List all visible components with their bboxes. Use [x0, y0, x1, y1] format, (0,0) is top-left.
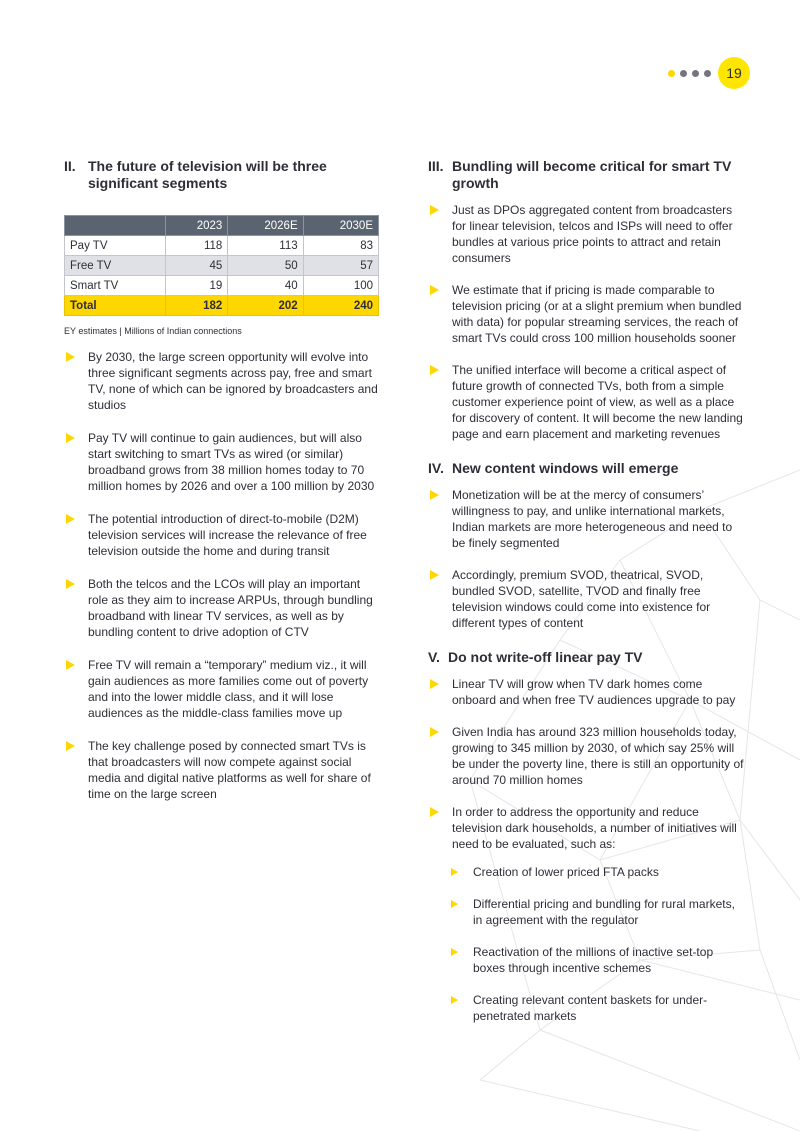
page-number: 19 [718, 57, 750, 89]
table-header-cell: 2030E [303, 216, 378, 236]
arrow-bullet-icon [66, 660, 75, 670]
table-header-row [65, 216, 379, 236]
list-item: Just as DPOs aggregated content from broadcasters for linear television, telcos and ISPs will need to offer bundles at various price points to attract and retain consumers [428, 202, 744, 266]
table-cell: Smart TV [65, 276, 166, 296]
progress-dot [680, 70, 687, 77]
section-heading-4 [428, 460, 744, 477]
list-item: The unified interface will become a critical aspect of future growth of connected TVs, both from a simple customer experience point of view, as well as a place for discovery of content. It will become the new landing page and earn placement and marketing revenues [428, 362, 744, 442]
table-cell: 240 [303, 296, 378, 316]
section-title: New content windows will emerge [452, 460, 679, 476]
section-heading-5 [428, 649, 744, 666]
section-number: III. [428, 158, 444, 174]
arrow-bullet-icon [430, 205, 439, 215]
table-header-cell [65, 216, 166, 236]
arrow-bullet-icon [66, 579, 75, 589]
arrow-bullet-icon [430, 679, 439, 689]
table-header-cell: 2026E [228, 216, 303, 236]
arrow-bullet-icon [451, 868, 458, 876]
arrow-bullet-icon [66, 741, 75, 751]
table-cell: 100 [303, 276, 378, 296]
segments-table [64, 215, 379, 316]
section-title: Bundling will become critical for smart TV growth [452, 158, 732, 191]
arrow-bullet-icon [451, 900, 458, 908]
arrow-bullet-icon [430, 490, 439, 500]
table-header-cell: 2023 [166, 216, 228, 236]
list-item: Pay TV will continue to gain audiences, but will also start switching to smart TVs as wired (or similar) broadband grows from 38 million homes today to 70 million homes by 2026 and over a 100 million by 2030 [64, 430, 380, 494]
bullet-list [428, 676, 744, 852]
table-cell: 40 [228, 276, 303, 296]
table-cell: 50 [228, 256, 303, 276]
table-source-note: EY estimates | Millions of Indian connections [64, 326, 242, 336]
section-heading-2 [64, 158, 380, 192]
table-row [65, 256, 379, 276]
list-item: Monetization will be at the mercy of consumers’ willingness to pay, and unlike international markets, Indian markets are more heterogeneous and need to be finely segmented [428, 487, 744, 551]
progress-dot [704, 70, 711, 77]
arrow-bullet-icon [66, 514, 75, 524]
table-cell: 118 [166, 236, 228, 256]
table-row [65, 276, 379, 296]
arrow-bullet-icon [451, 948, 458, 956]
table-cell: Pay TV [65, 236, 166, 256]
arrow-bullet-icon [66, 433, 75, 443]
sub-bullet-list [451, 864, 744, 1024]
sub-list-item: Creation of lower priced FTA packs [451, 864, 744, 880]
bullet-list [428, 202, 744, 442]
table-cell: 202 [228, 296, 303, 316]
table-cell: 57 [303, 256, 378, 276]
list-item: We estimate that if pricing is made comparable to television pricing (or at a slight premium when bundled with data) for popular streaming services, the reach of smart TVs could cross 100 million households sooner [428, 282, 744, 346]
left-column [64, 158, 380, 802]
list-item: By 2030, the large screen opportunity will evolve into three significant segments across pay, free and smart TV, none of which can be ignored by broadcasters and studios [64, 349, 380, 413]
table-cell: 45 [166, 256, 228, 276]
arrow-bullet-icon [430, 365, 439, 375]
list-item: Given India has around 323 million households today, growing to 345 million by 2030, of which say 25% will be under the poverty line, there is still an opportunity of around 70 million homes [428, 724, 744, 788]
list-item: In order to address the opportunity and reduce television dark households, a number of initiatives will need to be evaluated, such as: [428, 804, 744, 852]
arrow-bullet-icon [430, 807, 439, 817]
sub-list-item: Differential pricing and bundling for rural markets, in agreement with the regulator [451, 896, 744, 928]
table-cell: 83 [303, 236, 378, 256]
list-item: Accordingly, premium SVOD, theatrical, SVOD, bundled SVOD, satellite, TVOD and finally free television windows could come into existence for different types of content [428, 567, 744, 631]
section-number: II. [64, 158, 76, 174]
section-number: IV. [428, 460, 444, 476]
table-total-row [65, 296, 379, 316]
list-item: Free TV will remain a “temporary” medium viz., it will gain audiences as more families come out of poverty and into the lower middle class, and it will lose audiences as the middle-class families move up [64, 657, 380, 721]
section-number: V. [428, 649, 440, 665]
bullet-list [64, 349, 380, 802]
arrow-bullet-icon [451, 996, 458, 1004]
section-title: Do not write-off linear pay TV [448, 649, 643, 665]
table-cell: 19 [166, 276, 228, 296]
list-item: Both the telcos and the LCOs will play an important role as they aim to increase ARPUs, through bundling broadband with linear TV services, as well as by bundling content to drive adoption of CTV [64, 576, 380, 640]
bullet-list [428, 487, 744, 631]
table-row [65, 236, 379, 256]
list-item: The potential introduction of direct-to-mobile (D2M) television services will increase the relevance of free television outside the home and during transit [64, 511, 380, 559]
sub-list-item: Creating relevant content baskets for under-penetrated markets [451, 992, 744, 1024]
table-cell: Free TV [65, 256, 166, 276]
list-item: The key challenge posed by connected smart TVs is that broadcasters will now compete against social media and digital native platforms as well for share of time on the large screen [64, 738, 380, 802]
section-heading-3 [428, 158, 744, 192]
progress-dot [692, 70, 699, 77]
arrow-bullet-icon [430, 285, 439, 295]
list-item: Linear TV will grow when TV dark homes come onboard and when free TV audiences upgrade to pay [428, 676, 744, 708]
table-cell: Total [65, 296, 166, 316]
right-column [428, 158, 744, 1024]
arrow-bullet-icon [430, 727, 439, 737]
table-cell: 182 [166, 296, 228, 316]
arrow-bullet-icon [66, 352, 75, 362]
section-title: The future of television will be three significant segments [88, 158, 327, 191]
progress-dot-active [668, 70, 675, 77]
sub-list-item: Reactivation of the millions of inactive set-top boxes through incentive schemes [451, 944, 744, 976]
table-cell: 113 [228, 236, 303, 256]
page-indicator [668, 57, 750, 89]
arrow-bullet-icon [430, 570, 439, 580]
